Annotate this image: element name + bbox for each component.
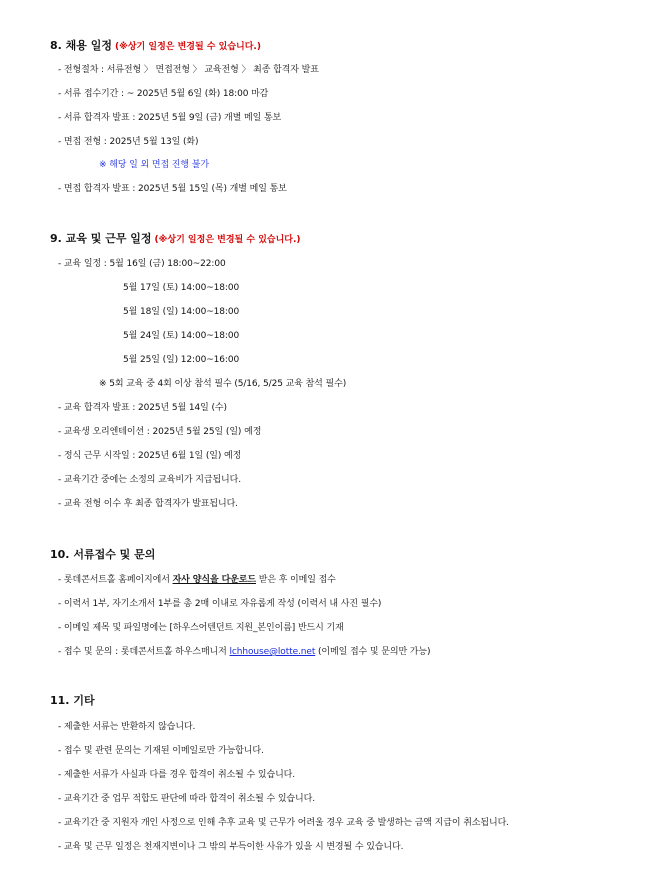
s10-contact-pre: - 접수 및 문의 : 롯데콘서트홀 하우스매니저: [58, 647, 230, 657]
s9-line-schedule: - 교육 일정 : 5월 16일 (금) 18:00~22:00: [58, 259, 226, 269]
section-11-title: 11. 기타: [50, 694, 95, 707]
s11-line-1: - 제출한 서류는 반환하지 않습니다.: [58, 722, 196, 732]
s9-line-edu-pay: - 교육기간 중에는 소정의 교육비가 지급됩니다.: [58, 475, 241, 485]
section-9-heading: [50, 230, 301, 246]
section-10-title: 10. 서류접수 및 문의: [50, 548, 156, 561]
s9-line-schedule-5: 5월 25일 (일) 12:00~16:00: [123, 355, 240, 365]
s11-line-5: - 교육기간 중 지원자 개인 사정으로 인해 추후 교육 및 근무가 어려울 경우 교육 중 발생하는 금액 지급이 취소됩니다.: [58, 818, 509, 828]
s11-line-4: - 교육기간 중 업무 적합도 판단에 따라 합격이 취소될 수 있습니다.: [58, 794, 315, 804]
section-8-note: (※상기 일정은 변경될 수 있습니다.): [115, 42, 261, 52]
s9-line-schedule-4: 5월 24일 (토) 14:00~18:00: [123, 331, 240, 341]
s9-line-edu-result: - 교육 합격자 발표 : 2025년 5월 14일 (수): [58, 403, 227, 413]
s8-line-interview: - 면접 전형 : 2025년 5월 13일 (화): [58, 137, 199, 147]
s11-line-2: - 접수 및 관련 문의는 기재된 이메일로만 가능합니다.: [58, 746, 264, 756]
contact-email-link[interactable]: lchhouse@lotte.net: [229, 647, 316, 657]
s10-contact-post: (이메일 접수 및 문의만 가능): [315, 647, 431, 657]
s10-download-pre: - 롯데콘서트홀 홈페이지에서: [58, 575, 173, 585]
s10-download-post: 받은 후 이메일 접수: [255, 575, 336, 585]
section-11-heading: [50, 692, 95, 708]
s9-line-orientation: - 교육생 오리엔테이션 : 2025년 5월 25일 (일) 예정: [58, 427, 262, 437]
s11-line-6: - 교육 및 근무 일정은 천재지변이나 그 밖의 부득이한 사유가 있을 시 변경될 수 있습니다.: [58, 842, 404, 852]
s8-line-interview-result: - 면접 합격자 발표 : 2025년 5월 15일 (목) 개별 메일 통보: [58, 184, 287, 194]
section-8-heading: [50, 37, 261, 53]
s8-line-process: - 전형절차 : 서류전형 〉 면접전형 〉 교육전형 〉 최종 합격자 발표: [58, 65, 319, 75]
s9-line-start-date: - 정식 근무 시작일 : 2025년 6월 1일 (일) 예정: [58, 451, 242, 461]
s10-line-subject: - 이메일 제목 및 파일명에는 [하우스어텐던트 지원_본인이름] 반드시 기재: [58, 623, 344, 633]
section-9-title: 9. 교육 및 근무 일정: [50, 232, 152, 245]
s11-line-3: - 제출한 서류가 사실과 다를 경우 합격이 취소될 수 있습니다.: [58, 770, 296, 780]
section-9-note: (※상기 일정은 변경될 수 있습니다.): [154, 235, 301, 245]
s8-interview-notice: ※ 해당 일 외 면접 진행 불가: [99, 160, 209, 170]
s8-line-doc-period: - 서류 접수기간 : ~ 2025년 5월 6일 (화) 18:00 마감: [58, 89, 269, 99]
s9-line-final: - 교육 전형 이수 후 최종 합격자가 발표됩니다.: [58, 499, 238, 509]
section-8-title: 8. 채용 일정: [50, 39, 112, 52]
s9-line-schedule-3: 5월 18일 (일) 14:00~18:00: [123, 307, 240, 317]
s10-line-contact: [58, 644, 430, 657]
s8-line-doc-result: - 서류 합격자 발표 : 2025년 5월 9일 (금) 개별 메일 통보: [58, 113, 282, 123]
s10-line-download: [58, 572, 336, 585]
s9-attendance-notice: ※ 5회 교육 중 4회 이상 참석 필수 (5/16, 5/25 교육 참석 필수): [99, 379, 347, 389]
s9-line-schedule-2: 5월 17일 (토) 14:00~18:00: [123, 283, 240, 293]
section-10-heading: [50, 546, 155, 562]
s10-line-documents: - 이력서 1부, 자기소개서 1부를 총 2매 이내로 자유롭게 작성 (이력서 내 사진 필수): [58, 599, 382, 609]
s10-download-emphasis: 자사 양식을 다운로드: [172, 575, 256, 585]
